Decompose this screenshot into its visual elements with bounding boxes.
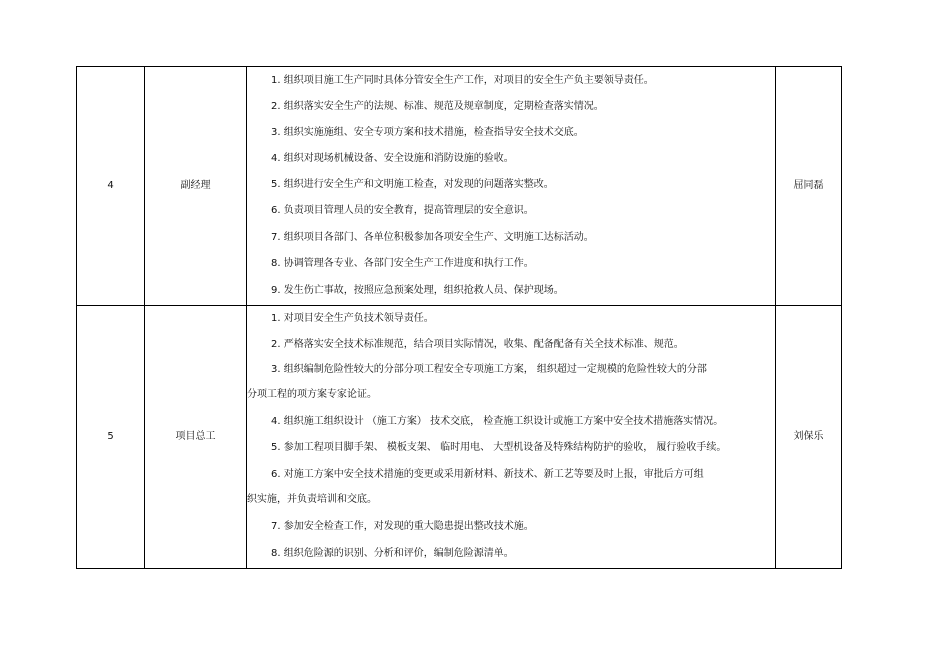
responsibility-table <box>76 66 842 569</box>
table-row <box>77 67 842 306</box>
duty-item: 5. 组织进行安全生产和文明施工检查，对发现的问题落实整改。 <box>271 179 554 190</box>
duty-item: 4. 组织施工组织设计 （施工方案） 技术交底， 检查施工织设计或施工方案中安全技术措施落实情况。 <box>271 416 724 427</box>
duty-item: 7. 组织项目各部门、各单位积极参加各项安全生产、文明施工达标活动。 <box>271 232 594 243</box>
row-number: 5 <box>77 306 145 569</box>
duties-cell <box>247 67 776 306</box>
duty-item: 3. 组织实施施组、安全专项方案和技术措施，检查指导安全技术交底。 <box>271 127 584 138</box>
duty-item: 4. 组织对现场机械设备、安全设施和消防设施的验收。 <box>271 153 514 164</box>
role-cell: 项目总工 <box>145 306 247 569</box>
row-number: 4 <box>77 67 145 306</box>
role-cell: 副经理 <box>145 67 247 306</box>
duty-item: 8. 协调管理各专业、各部门安全生产工作进度和执行工作。 <box>271 258 534 269</box>
duty-item: 1. 组织项目施工生产同时具体分管安全生产工作，对项目的安全生产负主要领导责任。 <box>271 75 654 86</box>
duty-item: 2. 严格落实安全技术标准规范，结合项目实际情况，收集、配备配备有关全技术标准、规范。 <box>271 339 684 350</box>
duty-item: 7. 参加安全检查工作，对发现的重大隐患提出整改技术施。 <box>271 521 534 532</box>
duty-item: 8. 组织危险源的识别、分析和评价，编制危险源清单。 <box>271 548 514 559</box>
duty-item: 3. 组织编制危险性较大的分部分项工程安全专项施工方案， 组织超过一定规模的危险性较大的分部 <box>271 364 707 375</box>
duty-item: 5. 参加工程项目脚手架、 模板支架、 临时用电、 大型机设备及特殊结构防护的验收， 履行验收手续。 <box>271 442 727 453</box>
duty-item: 1. 对项目安全生产负技术领导责任。 <box>271 313 434 324</box>
duty-item: 2. 组织落实安全生产的法规、标准、规范及规章制度，定期检查落实情况。 <box>271 101 604 112</box>
person-cell: 刘保乐 <box>776 306 842 569</box>
person-cell: 屈同磊 <box>776 67 842 306</box>
duty-item-continued: 织实施，并负责培训和交底。 <box>247 494 377 505</box>
duty-item: 9. 发生伤亡事故，按照应急预案处理，组织抢救人员、保护现场。 <box>271 285 564 296</box>
duty-item: 6. 负责项目管理人员的安全教育，提高管理层的安全意识。 <box>271 205 534 216</box>
duty-item: 6. 对施工方案中安全技术措施的变更或采用新材料、新技术、新工艺等要及时上报，审批后方可组 <box>271 469 704 480</box>
duty-item-continued: 分项工程的项方案专家论证。 <box>247 389 377 400</box>
duties-cell <box>247 306 776 569</box>
table-row <box>77 306 842 569</box>
